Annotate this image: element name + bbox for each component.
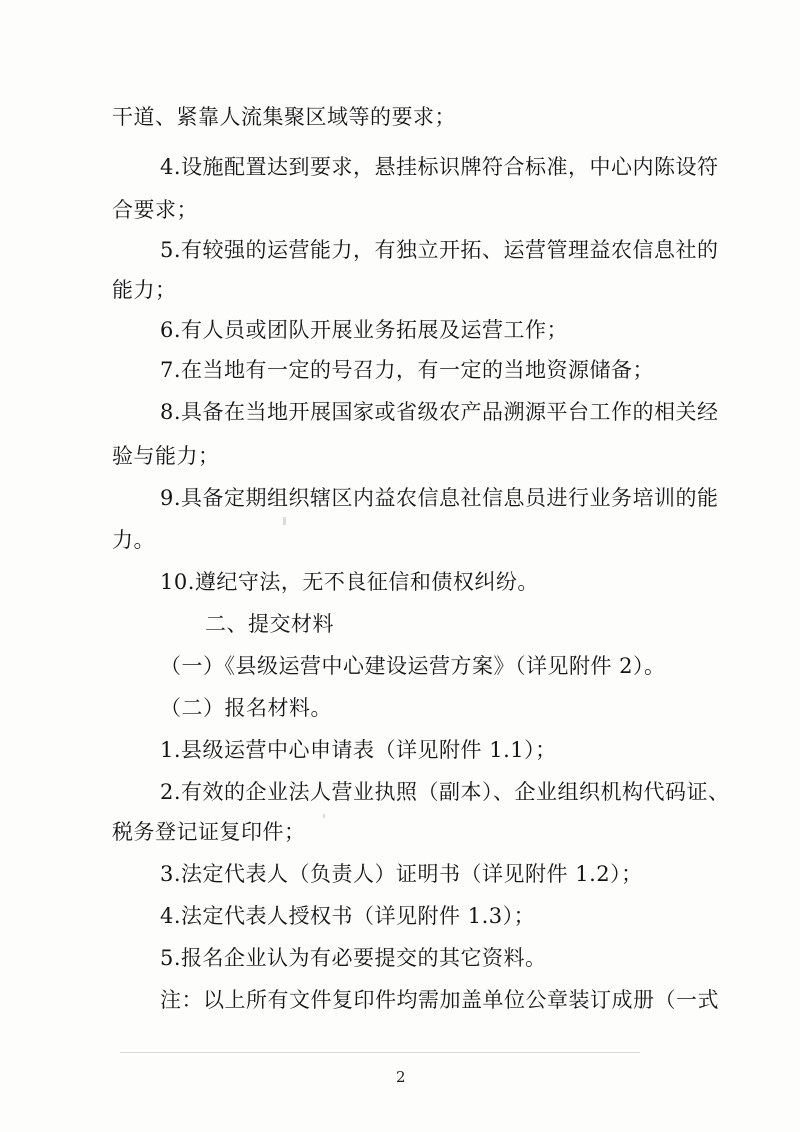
text-line-22: 注：以上所有文件复印件均需加盖单位公章装订成册（一式 (160, 988, 719, 1012)
text-line-5: 能力； (112, 278, 177, 302)
text-line-14: （一）《县级运营中心建设运营方案》（详见附件 2）。 (160, 654, 666, 678)
text-line-17: 2.有效的企业法人营业执照（副本）、企业组织机构代码证、 (160, 780, 730, 804)
text-line-15: （二）报名材料。 (160, 696, 332, 720)
text-line-4: 5.有较强的运营能力，有独立开拓、运营管理益农信息社的 (160, 238, 719, 262)
text-line-21: 5.报名企业认为有必要提交的其它资料。 (160, 946, 547, 970)
scan-artifact-line (120, 1052, 640, 1053)
text-line-7: 7.在当地有一定的号召力，有一定的当地资源储备； (160, 358, 655, 382)
text-line-11: 力。 (112, 528, 155, 552)
text-line-8: 8.具备在当地开展国家或省级农产品溯源平台工作的相关经 (160, 400, 719, 424)
text-line-1: 干道、紧靠人流集聚区域等的要求； (112, 105, 456, 129)
text-line-12: 10.遵纪守法，无不良征信和债权纠纷。 (160, 570, 539, 594)
text-line-3: 合要求； (112, 198, 198, 222)
text-line-10: 9.具备定期组织辖区内益农信息社信息员进行业务培训的能 (160, 486, 719, 510)
text-line-18: 税务登记证复印件； (112, 820, 306, 844)
text-line-9: 验与能力； (112, 444, 220, 468)
text-line-16: 1.县级运营中心申请表（详见附件 1.1）； (160, 738, 557, 762)
section-heading: 二、提交材料 (205, 612, 334, 636)
text-line-20: 4.法定代表人授权书（详见附件 1.3）； (160, 904, 536, 928)
scan-artifact-dot (323, 814, 325, 818)
text-line-19: 3.法定代表人（负责人）证明书（详见附件 1.2）； (160, 862, 643, 886)
text-line-6: 6.有人员或团队开展业务拓展及运营工作； (160, 318, 569, 342)
scan-artifact-dot (283, 517, 286, 525)
page-number: 2 (396, 1068, 406, 1086)
text-line-2: 4.设施配置达到要求，悬挂标识牌符合标准，中心内陈设符 (160, 155, 719, 179)
